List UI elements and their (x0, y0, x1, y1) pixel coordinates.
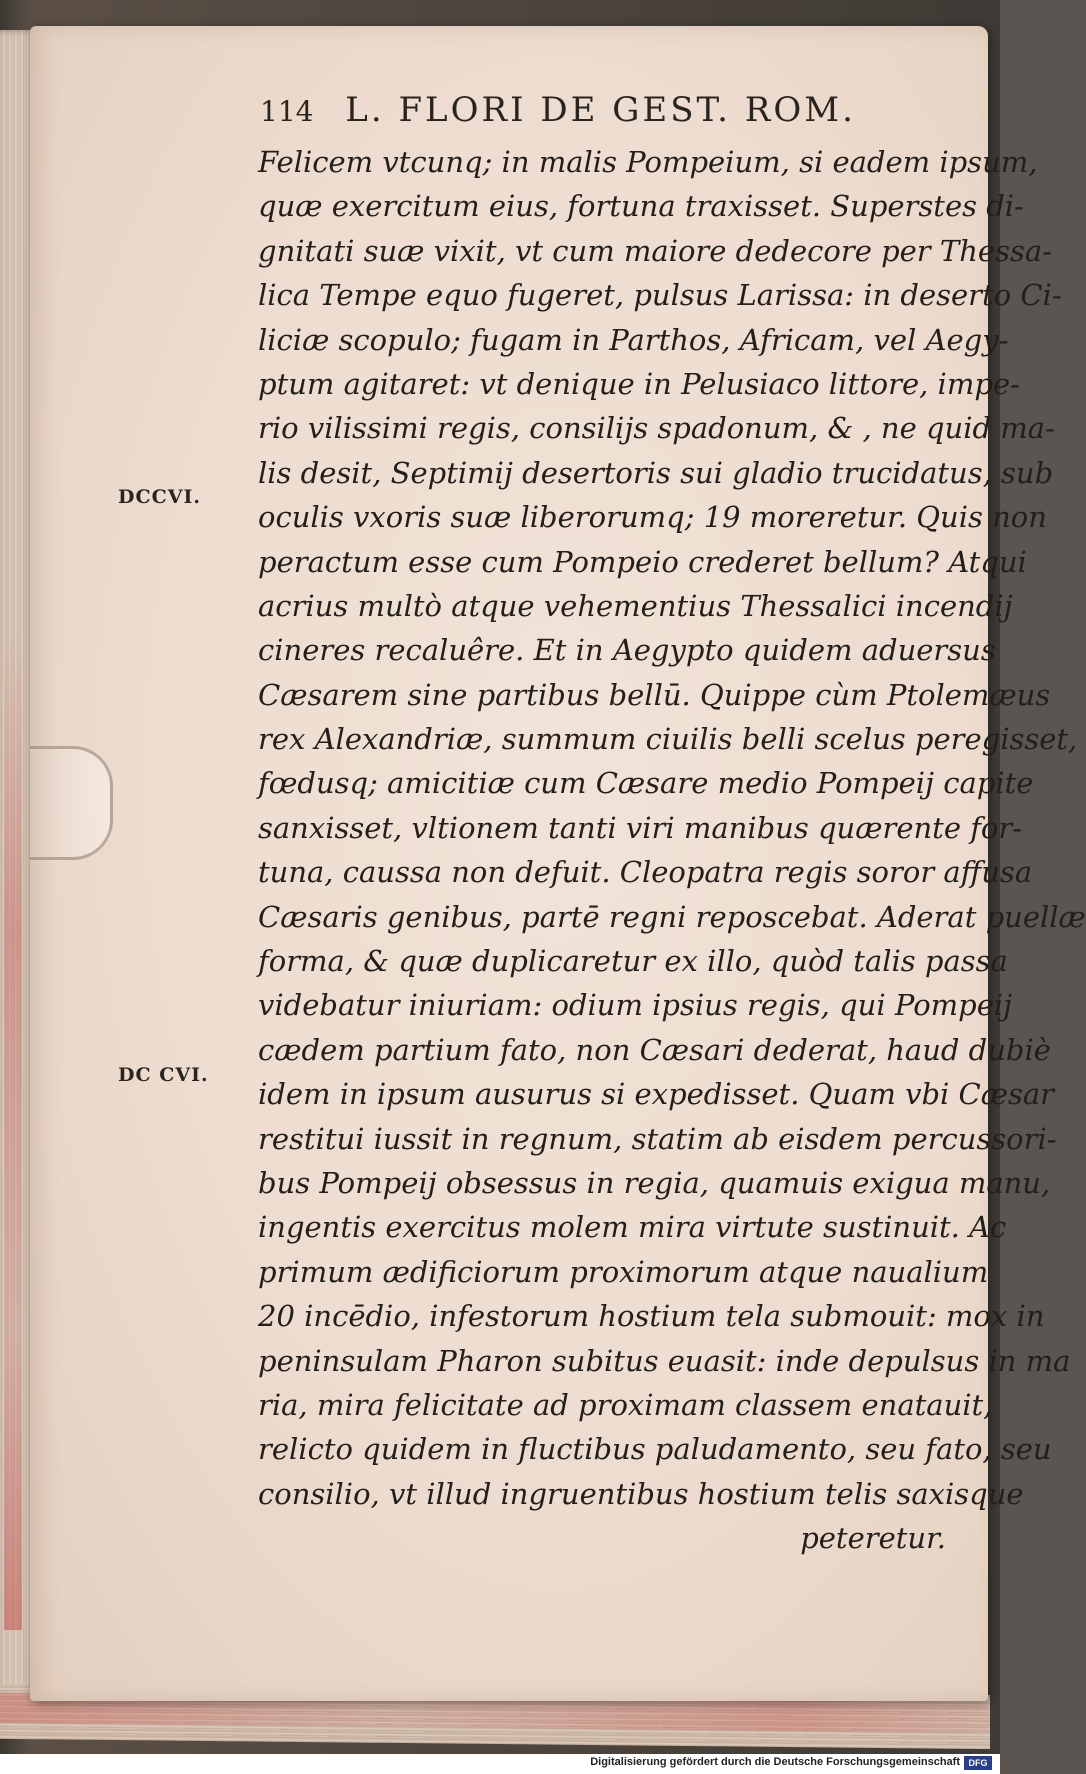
text-line: Cæsarem sine partibus bellū. Quippe cùm Ptolemæus (258, 677, 1051, 712)
text-line: peninsulam Pharon subitus euasit: inde depulsus in ma (258, 1343, 1071, 1378)
text-line: rio vilissimi regis, consilijs spadonum, & , ne quid ma- (258, 411, 1055, 446)
text-line: primum ædificiorum proximorum atque naualium (258, 1254, 989, 1289)
text-line: idem in ipsum ausurus si expedisset. Quam vbi Cæsar (258, 1077, 1055, 1112)
text-line: ptum agitaret: vt denique in Pelusiaco littore, impe- (258, 366, 1020, 401)
clasp-icon (30, 746, 113, 860)
text-line: tuna, caussa non defuit. Cleopatra regis soror affusa (258, 855, 1033, 890)
text-line: quæ exercitum eius, fortuna traxisset. Superstes di- (258, 189, 1024, 224)
text-line: fœdusq; amicitiæ cum Cæsare medio Pompeij capite (258, 766, 1034, 801)
text-line: relicto quidem in fluctibus paludamento, seu fato, seu (258, 1432, 1052, 1467)
text-line: lica Tempe equo fugeret, pulsus Larissa: in deserto Ci- (258, 278, 1062, 313)
text-line: forma, & quæ duplicaretur ex illo, quòd talis passa (258, 944, 1008, 979)
text-line: videbatur iniuriam: odium ipsius regis, qui Pompeij (258, 988, 1013, 1023)
text-line: lis desit, Septimij desertoris sui gladio trucidatus, sub (258, 455, 1054, 490)
margin-note: DC CVI. (118, 1064, 209, 1086)
text-line: acrius multò atque vehementius Thessalici incendij (258, 588, 1013, 623)
text-line: peractum esse cum Pompeio crederet bellum? Atqui (258, 544, 1027, 579)
text-line: ria, mira felicitate ad proximam classem enatauit, (258, 1387, 993, 1422)
margin-note: DCCVI. (118, 486, 201, 508)
text-line: cineres recaluêre. Et in Aegypto quidem aduersus (258, 633, 996, 668)
text-line: bus Pompeij obsessus in regia, quamuis exigua manu, (258, 1165, 1051, 1200)
page-header (260, 90, 900, 140)
text-line: ingentis exercitus molem mira virtute sustinuit. Ac (258, 1210, 1007, 1245)
text-line: liciæ scopulo; fugam in Parthos, Africam, vel Aegy- (258, 322, 1009, 357)
running-title: L. FLORI DE GEST. ROM. (345, 90, 856, 130)
text-line: gnitati suæ vixit, vt cum maiore dedecore per Thessa- (258, 233, 1052, 268)
dfg-logo-icon: DFG (964, 1756, 992, 1770)
text-line: Felicem vtcunq; in malis Pompeium, si eadem ipsum, (258, 145, 1038, 179)
text-line: consilio, vt illud ingruentibus hostium telis saxisque (258, 1476, 1024, 1511)
text-line: oculis vxoris suæ liberorumq; 19 moreretur. Quis non (258, 500, 1047, 535)
body-text (258, 140, 1086, 1561)
text-line: rex Alexandriæ, summum ciuilis belli scelus peregisset, (258, 722, 1078, 757)
text-line: sanxisset, vltionem tanti viri manibus quærente for- (258, 810, 1023, 845)
text-line: restitui iussit in regnum, statim ab eisdem percussori- (258, 1121, 1057, 1156)
text-line: Cæsaris genibus, partē regni reposcebat. Aderat puellæ (258, 899, 1086, 934)
text-line: cædem partium fato, non Cæsari dederat, haud dubiè (258, 1032, 1051, 1067)
text-line-last: peteretur. (800, 1521, 946, 1556)
text-line: 20 incēdio, infestorum hostium tela submouit: mox in (258, 1299, 1045, 1334)
footer-credit: Digitalisierung gefördert durch die Deutsche Forschungsgemeinschaft (590, 1756, 960, 1768)
page-number: 114 (260, 95, 314, 128)
